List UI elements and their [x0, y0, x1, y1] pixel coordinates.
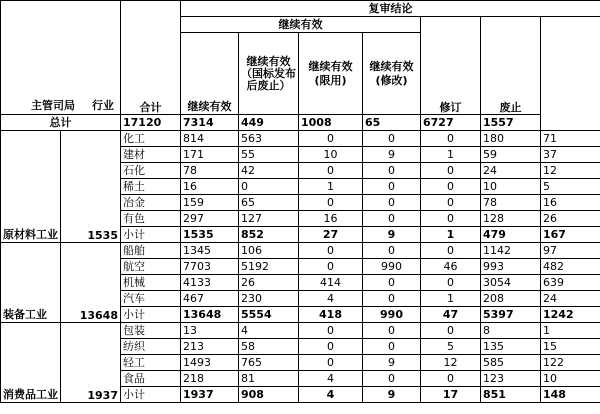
cell-value: 0: [299, 339, 363, 355]
cell-value: 1345: [181, 243, 239, 259]
abolish-header: 废止: [481, 17, 541, 115]
cell-value: 12: [541, 163, 600, 179]
cell-value: 78: [481, 195, 541, 211]
cell-value: 97: [541, 243, 600, 259]
cell-value: 123: [481, 371, 541, 387]
industry-name: 机械: [121, 275, 181, 291]
total-value: 1557: [481, 115, 541, 131]
total-value: 1008: [299, 115, 363, 131]
cell-value: 0: [363, 371, 421, 387]
subtotal-value: 9: [363, 387, 421, 403]
cell-value: 0: [363, 339, 421, 355]
cell-value: 159: [181, 195, 239, 211]
cell-value: 106: [239, 243, 299, 259]
cell-value: 4: [299, 291, 363, 307]
table-row: [1, 323, 600, 339]
cell-value: 482: [541, 259, 600, 275]
cell-value: 128: [481, 211, 541, 227]
industry-name: 纺织: [121, 339, 181, 355]
subtotal-value: 990: [363, 307, 421, 323]
cell-value: 765: [239, 355, 299, 371]
cell-value: 0: [421, 243, 481, 259]
continue-valid-intl-header: 继续有效（国标发布后废止）: [239, 33, 299, 115]
subtotal-value: 479: [481, 227, 541, 243]
subtotal-label: 小计: [121, 307, 181, 323]
cell-value: 12: [421, 355, 481, 371]
cell-value: 0: [363, 275, 421, 291]
subtotal-value: 1242: [541, 307, 600, 323]
revise-header: 修订: [421, 17, 481, 115]
industry-name: 冶金: [121, 195, 181, 211]
cell-value: 1: [421, 291, 481, 307]
group-name: 原材料工业: [1, 131, 61, 243]
cell-value: 1: [541, 323, 600, 339]
cell-value: 1493: [181, 355, 239, 371]
cell-value: 122: [541, 355, 600, 371]
cell-value: 4: [299, 371, 363, 387]
subtotal-label: 小计: [121, 387, 181, 403]
cell-value: 71: [541, 131, 600, 147]
total-value: 17120: [121, 115, 181, 131]
cell-value: 127: [239, 211, 299, 227]
subtotal-value: 167: [541, 227, 600, 243]
industry-name: 包装: [121, 323, 181, 339]
table-row: [1, 243, 600, 259]
table-row: [1, 131, 600, 147]
cell-value: 0: [421, 371, 481, 387]
subtotal-value: 1: [421, 227, 481, 243]
group-name: 装备工业: [1, 243, 61, 323]
industry-name: 建材: [121, 147, 181, 163]
cell-value: 9: [363, 355, 421, 371]
cell-value: 0: [421, 195, 481, 211]
subtotal-value: 148: [541, 387, 600, 403]
cell-value: 0: [421, 275, 481, 291]
total-label: 总计: [1, 115, 121, 131]
cell-value: 1: [299, 179, 363, 195]
cell-value: 4: [239, 323, 299, 339]
cell-value: 208: [481, 291, 541, 307]
total-value: 7314: [181, 115, 239, 131]
total-row: [1, 115, 600, 131]
header-row-1: [1, 1, 600, 17]
industry-name: 食品: [121, 371, 181, 387]
industry-name: 汽车: [121, 291, 181, 307]
cell-value: 16: [299, 211, 363, 227]
industry-name: 石化: [121, 163, 181, 179]
cell-value: 26: [541, 211, 600, 227]
subtotal-value: 418: [299, 307, 363, 323]
cell-value: 5: [541, 179, 600, 195]
cell-value: 0: [421, 131, 481, 147]
cell-value: 0: [421, 179, 481, 195]
industry-name: 稀土: [121, 179, 181, 195]
cell-value: 46: [421, 259, 481, 275]
cell-value: 1: [421, 147, 481, 163]
cell-value: 1142: [481, 243, 541, 259]
cell-value: 59: [481, 147, 541, 163]
cell-value: 5192: [239, 259, 299, 275]
group-count: 13648: [61, 243, 121, 323]
cell-value: 15: [541, 339, 600, 355]
cell-value: 55: [239, 147, 299, 163]
cell-value: 0: [299, 355, 363, 371]
subtotal-value: 4: [299, 387, 363, 403]
cell-value: 13: [181, 323, 239, 339]
cell-value: 42: [239, 163, 299, 179]
cell-value: 0: [363, 195, 421, 211]
cell-value: 0: [363, 243, 421, 259]
cell-value: 4133: [181, 275, 239, 291]
cell-value: 8: [481, 323, 541, 339]
cell-value: 10: [481, 179, 541, 195]
cell-value: 0: [421, 163, 481, 179]
cell-value: 0: [363, 163, 421, 179]
cell-value: 5: [421, 339, 481, 355]
cell-value: 9: [363, 147, 421, 163]
cell-value: 0: [299, 163, 363, 179]
cell-value: 24: [481, 163, 541, 179]
cell-value: 467: [181, 291, 239, 307]
cell-value: 16: [541, 195, 600, 211]
industry-name: 船舶: [121, 243, 181, 259]
cell-value: 0: [421, 323, 481, 339]
cell-value: 230: [239, 291, 299, 307]
cell-value: 993: [481, 259, 541, 275]
continue-valid-revise-header: 继续有效(修改): [363, 33, 421, 115]
group-count: 1535: [61, 131, 121, 243]
cell-value: 297: [181, 211, 239, 227]
cell-value: 24: [541, 291, 600, 307]
supervisor-header: 主管司局: [31, 99, 75, 112]
cell-value: 10: [299, 147, 363, 163]
subtotal-value: 27: [299, 227, 363, 243]
industry-name: 化工: [121, 131, 181, 147]
industry-name: 航空: [121, 259, 181, 275]
cell-value: 563: [239, 131, 299, 147]
cell-value: 0: [299, 131, 363, 147]
cell-value: 135: [481, 339, 541, 355]
cell-value: 990: [363, 259, 421, 275]
industry-name: 有色: [121, 211, 181, 227]
subtotal-value: 17: [421, 387, 481, 403]
total-value: 6727: [421, 115, 481, 131]
subtotal-value: 5397: [481, 307, 541, 323]
cell-value: 65: [239, 195, 299, 211]
continue-valid-header: 继续有效: [181, 33, 239, 115]
subtotal-label: 小计: [121, 227, 181, 243]
subtotal-value: 1535: [181, 227, 239, 243]
cell-value: 814: [181, 131, 239, 147]
review-conclusion-header: 复审结论: [181, 1, 600, 17]
continue-valid-group-header: 继续有效: [181, 17, 421, 33]
total-header: 合计: [121, 1, 181, 115]
cell-value: 0: [239, 179, 299, 195]
cell-value: 0: [299, 259, 363, 275]
cell-value: 0: [363, 131, 421, 147]
industry-name: 轻工: [121, 355, 181, 371]
cell-value: 10: [541, 371, 600, 387]
cell-value: 218: [181, 371, 239, 387]
cell-value: 37: [541, 147, 600, 163]
group-count: 1937: [61, 323, 121, 403]
subtotal-value: 908: [239, 387, 299, 403]
total-value: 449: [239, 115, 299, 131]
cell-value: 0: [363, 211, 421, 227]
subtotal-value: 9: [363, 227, 421, 243]
supervisor-header-cell: [1, 1, 121, 115]
cell-value: 26: [239, 275, 299, 291]
cell-value: 171: [181, 147, 239, 163]
subtotal-value: 852: [239, 227, 299, 243]
subtotal-value: 47: [421, 307, 481, 323]
cell-value: 3054: [481, 275, 541, 291]
continue-valid-limited-header: 继续有效(限用): [299, 33, 363, 115]
subtotal-value: 5554: [239, 307, 299, 323]
total-value: 65: [363, 115, 421, 131]
cell-value: 180: [481, 131, 541, 147]
subtotal-value: 851: [481, 387, 541, 403]
cell-value: 7703: [181, 259, 239, 275]
cell-value: 0: [299, 323, 363, 339]
subtotal-value: 1937: [181, 387, 239, 403]
cell-value: 0: [363, 291, 421, 307]
cell-value: 0: [363, 179, 421, 195]
group-name: 消费品工业: [1, 323, 61, 403]
cell-value: 16: [181, 179, 239, 195]
cell-value: 213: [181, 339, 239, 355]
subtotal-value: 13648: [181, 307, 239, 323]
cell-value: 639: [541, 275, 600, 291]
cell-value: 0: [363, 323, 421, 339]
cell-value: 414: [299, 275, 363, 291]
cell-value: 81: [239, 371, 299, 387]
cell-value: 58: [239, 339, 299, 355]
cell-value: 0: [299, 195, 363, 211]
cell-value: 78: [181, 163, 239, 179]
industry-header: 行业: [92, 99, 114, 112]
cell-value: 585: [481, 355, 541, 371]
cell-value: 0: [299, 243, 363, 259]
cell-value: 0: [421, 211, 481, 227]
